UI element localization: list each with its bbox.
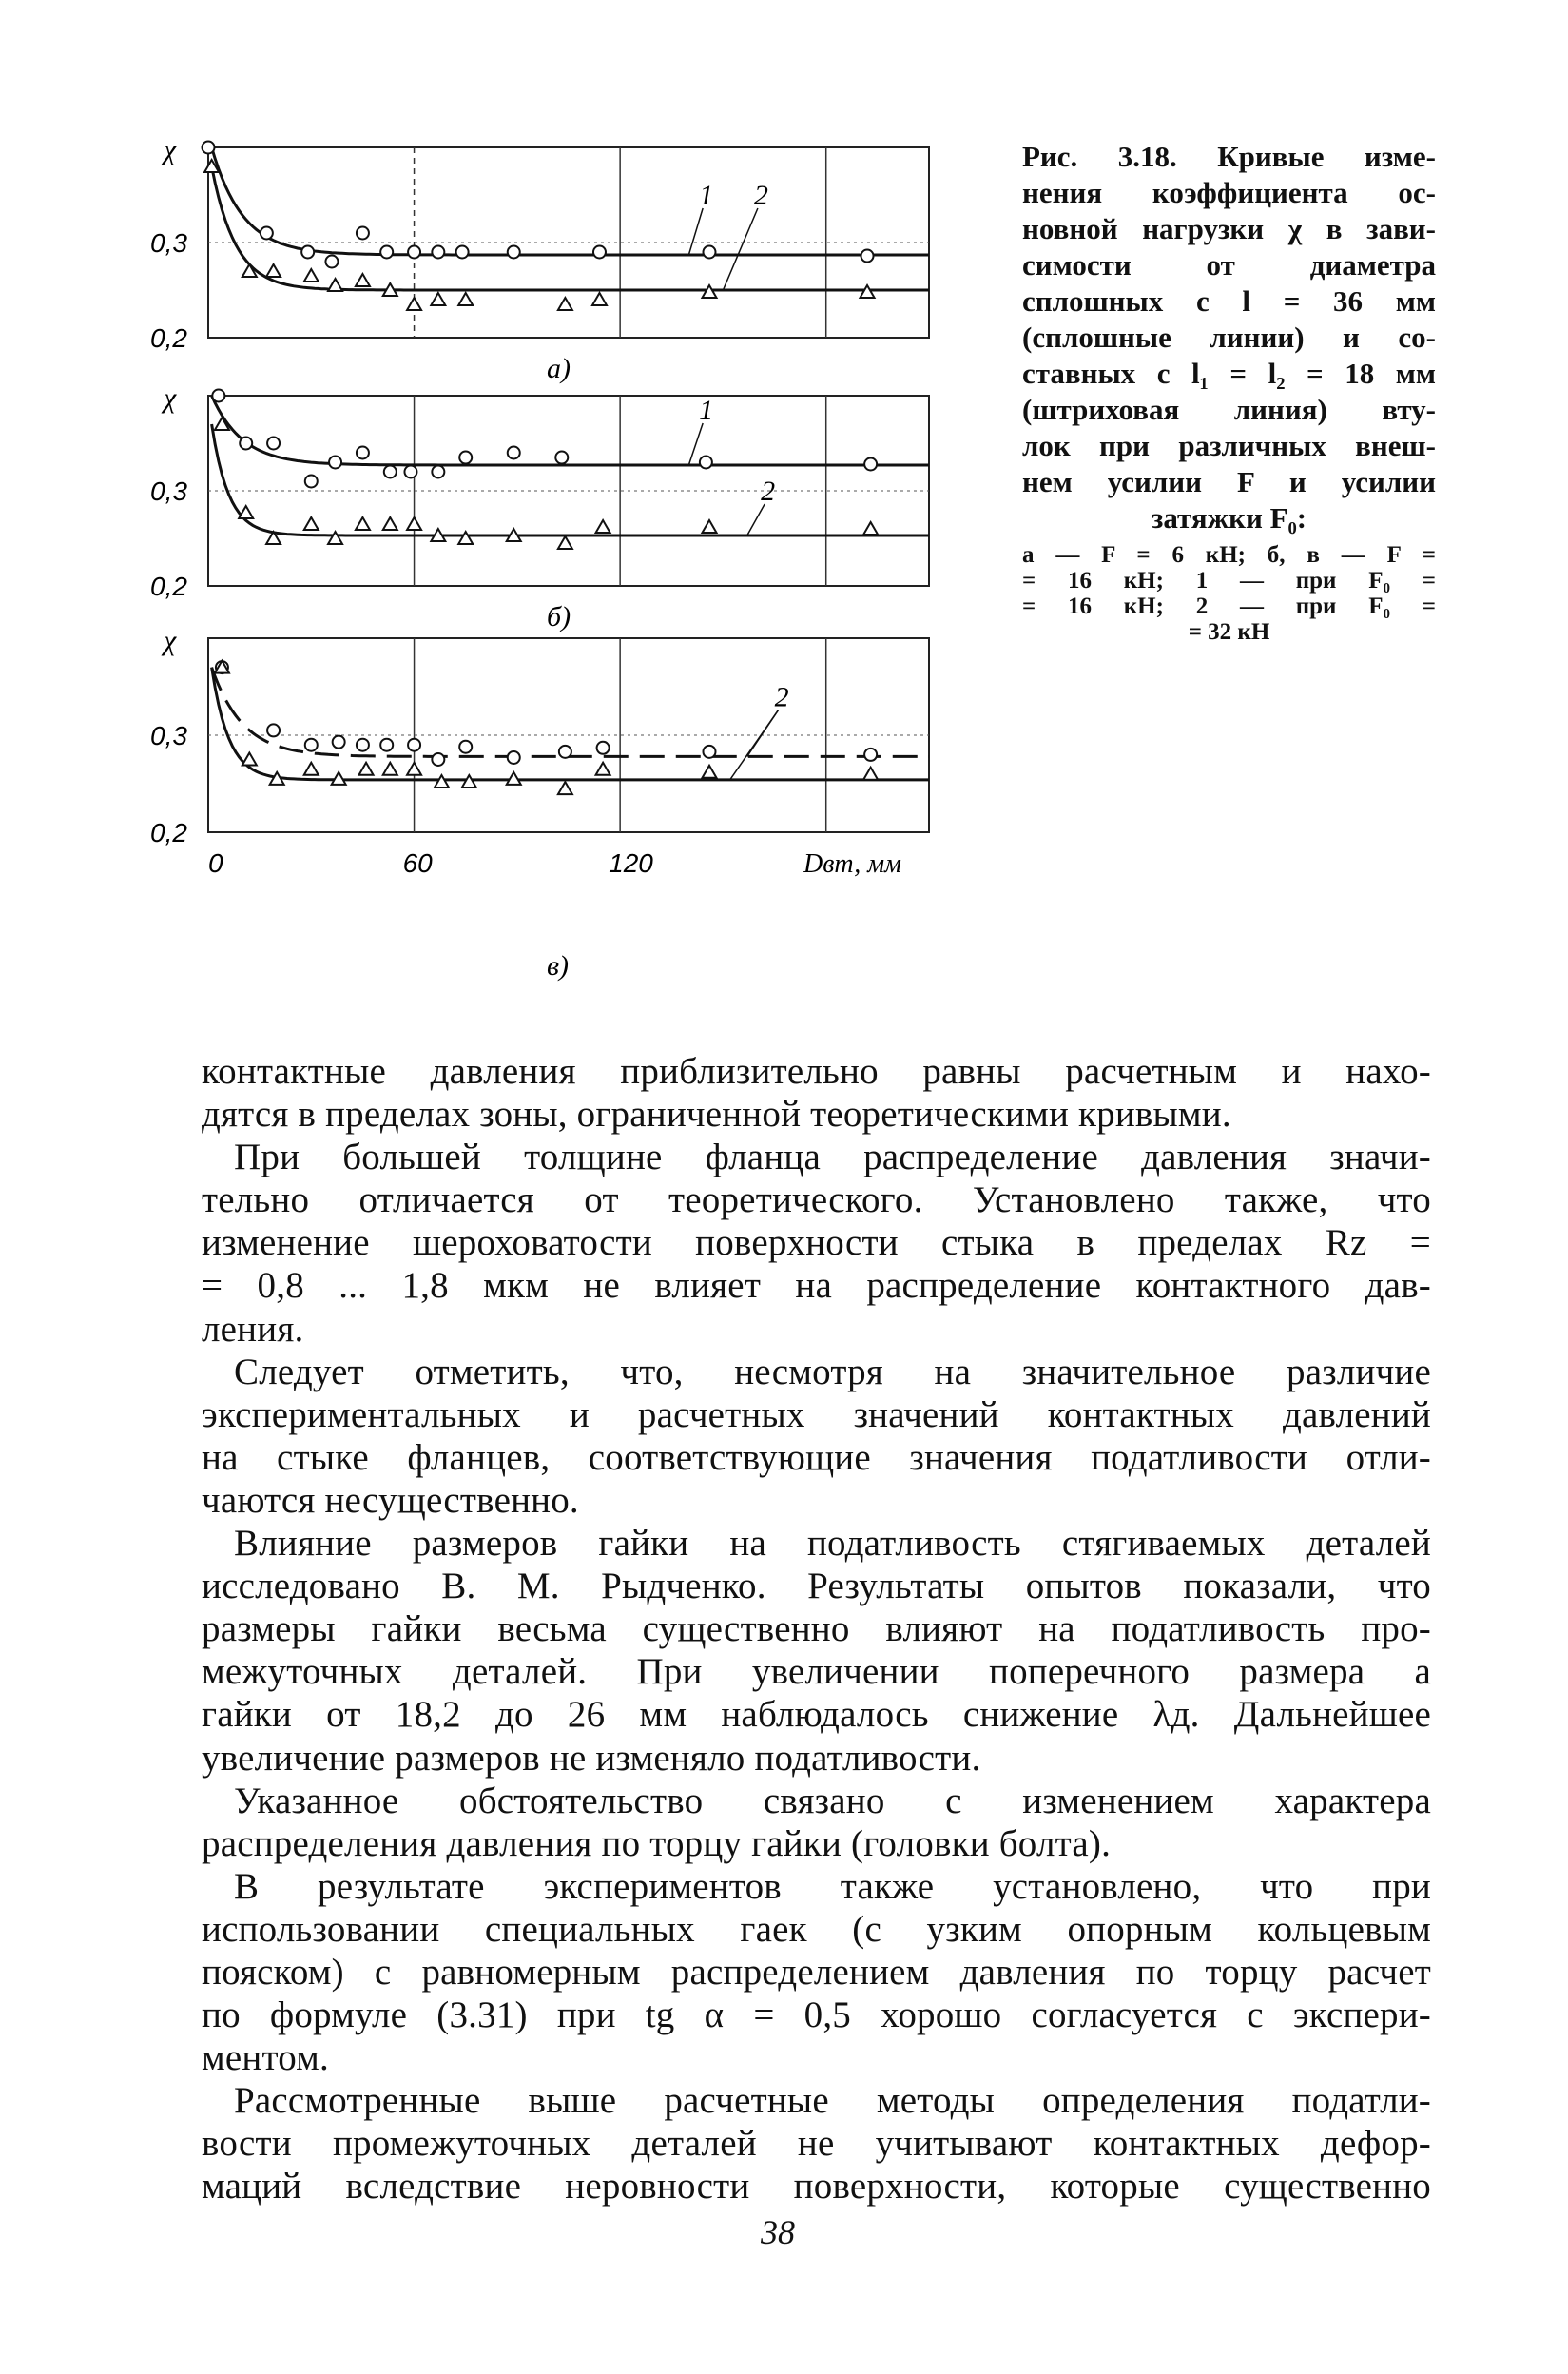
text-line: исследовано В. М. Рыдченко. Результаты опытов показали, что (202, 1566, 1431, 1607)
series-curve-1 (212, 396, 929, 465)
data-point-circle (861, 250, 874, 263)
data-point-circle (408, 246, 420, 259)
data-point-triangle (407, 298, 421, 310)
data-point-circle (459, 452, 472, 464)
text-line: тельно отличается от теоретического. Установлено также, что (202, 1179, 1431, 1221)
data-point-triangle (558, 298, 572, 310)
y-tick-label: 0,2 (150, 818, 187, 847)
text-line: размеры гайки весьма существенно влияют на податливость про- (202, 1608, 1431, 1650)
caption-line: (штриховая линия) вту- (1022, 393, 1436, 426)
text-line: пояском) с равномерным распределением давления по торцу расчет (202, 1951, 1431, 1993)
data-point-circle (329, 457, 341, 469)
caption-line: симости от диаметра (1022, 248, 1436, 282)
x-tick-label: 60 (402, 848, 433, 878)
data-point-circle (261, 227, 273, 240)
text-line: В результате экспериментов также установлено, что при (234, 1865, 1431, 1907)
text-line: вости промежуточных деталей не учитывают контактных дефор- (202, 2123, 1431, 2165)
y-tick-label: 0,3 (150, 721, 187, 750)
paragraph (202, 2079, 1431, 2208)
text-line: чаются несущественно. (202, 1479, 579, 1521)
text-line: Следует отметить, что, несмотря на значительное различие (234, 1351, 1431, 1392)
data-point-triangle (431, 293, 445, 305)
x-tick-label: 120 (609, 848, 653, 878)
text-line: межуточных деталей. При увеличении поперечного размера a (202, 1651, 1431, 1693)
data-point-triangle (359, 763, 374, 775)
y-tick-label: 0,2 (150, 572, 187, 601)
data-point-triangle (458, 532, 473, 544)
text-line: распределения давления по торцу гайки (головки болта). (202, 1822, 1112, 1864)
data-point-triangle (239, 506, 253, 518)
x-tick-label: 0 (208, 848, 223, 878)
text-line: маций вследствие неровности поверхности, которые существенно (202, 2166, 1431, 2208)
panel-label: в) (547, 950, 570, 982)
data-point-circle (203, 142, 215, 154)
data-point-triangle (407, 517, 421, 530)
text-line: дятся в пределах зоны, ограниченной теоретическими кривыми. (202, 1094, 1231, 1136)
curve-label: 1 (699, 395, 714, 426)
curve-label: 1 (699, 180, 714, 211)
y-tick-label: 0,3 (150, 228, 187, 258)
data-point-circle (703, 746, 715, 758)
data-point-triangle (702, 520, 716, 533)
data-point-circle (508, 447, 520, 459)
y-axis-label: χ (164, 382, 177, 414)
data-point-circle (305, 739, 318, 751)
data-point-triangle (863, 768, 878, 780)
data-point-triangle (558, 782, 572, 794)
text-line: = 0,8 ... 1,8 мкм не влияет на распределение контактного дав- (202, 1265, 1431, 1307)
caption-line: Рис. 3.18. Кривые изме- (1022, 140, 1436, 173)
panel-label: б) (547, 601, 571, 632)
data-point-circle (404, 466, 416, 478)
y-axis-label: χ (164, 134, 177, 165)
data-point-circle (432, 753, 444, 766)
data-point-triangle (863, 522, 878, 535)
text-line: увеличение размеров не изменяло податливости. (202, 1737, 981, 1779)
paragraph (202, 1865, 1431, 2079)
caption-line: лок при различных внеш- (1022, 429, 1436, 462)
caption-legend-line: = 32 кН (1188, 619, 1270, 645)
data-point-circle (456, 246, 469, 259)
data-point-circle (508, 246, 520, 259)
curve-label: 2 (774, 681, 789, 713)
caption-line: сплошных с l = 36 мм (1022, 284, 1436, 318)
series-curve-2 (212, 668, 929, 780)
data-point-circle (408, 739, 420, 751)
page-number: 38 (761, 2213, 795, 2251)
curve-label: 2 (761, 476, 776, 507)
data-point-circle (357, 227, 369, 240)
data-point-circle (703, 246, 715, 259)
text-line: Рассмотренные выше расчетные методы определения податли- (234, 2080, 1431, 2122)
curve-label: 2 (753, 180, 768, 211)
data-point-circle (380, 246, 393, 259)
y-axis-label: χ (164, 625, 177, 656)
data-point-circle (267, 438, 280, 450)
data-point-triangle (596, 520, 610, 533)
text-line: ления. (202, 1308, 304, 1350)
leader-line (747, 504, 765, 535)
data-point-triangle (304, 269, 319, 282)
data-point-circle (864, 749, 877, 761)
data-point-circle (357, 739, 369, 751)
data-point-triangle (458, 293, 473, 305)
caption-line: затяжки F₀: (1151, 501, 1307, 535)
data-point-triangle (407, 763, 421, 775)
data-point-circle (240, 438, 252, 450)
data-point-circle (267, 724, 280, 736)
figure-caption (1022, 139, 1436, 645)
data-point-triangle (242, 753, 257, 766)
data-point-triangle (328, 532, 342, 544)
data-point-circle (700, 457, 712, 469)
caption-line: нем усилии F и усилии (1022, 465, 1436, 498)
series-curve-2 (212, 166, 929, 290)
data-point-circle (559, 746, 571, 758)
text-line: ментом. (202, 2037, 329, 2079)
data-point-triangle (596, 763, 610, 775)
data-point-circle (508, 751, 520, 764)
data-point-circle (325, 256, 338, 268)
data-point-circle (212, 390, 224, 402)
text-line: При большей толщине фланца распределение давления значи- (234, 1137, 1431, 1178)
data-point-triangle (304, 517, 319, 530)
chart-panel (150, 625, 929, 982)
data-point-circle (301, 246, 314, 259)
caption-line: нения коэффициента ос- (1022, 176, 1436, 209)
data-point-circle (597, 742, 610, 754)
text-line: на стыке фланцев, соответствующие значения податливости отли- (202, 1436, 1431, 1478)
data-point-circle (555, 452, 568, 464)
caption-legend-line: = 16 кН; 1 — при F₀ = (1022, 568, 1436, 594)
caption-line: новной нагрузки χ в зави- (1022, 212, 1436, 245)
text-line: Влияние размеров гайки на податливость стягиваемых деталей (234, 1523, 1431, 1565)
figure-3-18 (0, 0, 1008, 1027)
y-tick-label: 0,3 (150, 477, 187, 506)
data-point-circle (333, 736, 345, 749)
data-point-triangle (592, 293, 607, 305)
text-line: использовании специальных гаек (с узким опорным кольцевым (202, 1908, 1431, 1950)
paragraph (202, 1351, 1431, 1522)
data-point-circle (593, 246, 606, 259)
data-point-triangle (383, 763, 397, 775)
data-point-triangle (266, 264, 281, 277)
data-point-triangle (558, 536, 572, 549)
leader-line (730, 710, 779, 780)
data-point-triangle (435, 775, 449, 788)
caption-line: ставных с l₁ = l₂ = 18 мм (1022, 357, 1436, 390)
text-line: экспериментальных и расчетных значений контактных давлений (202, 1393, 1431, 1435)
text-line: контактные давления приблизительно равны расчетным и нахо- (202, 1051, 1431, 1092)
caption-legend-line: = 16 кН; 2 — при F₀ = (1022, 594, 1436, 619)
series-curve-1 (212, 147, 929, 255)
data-point-circle (864, 458, 877, 471)
data-point-triangle (328, 279, 342, 291)
text-line: гайки от 18,2 до 26 мм наблюдалось снижение λд. Дальнейшее (202, 1694, 1431, 1736)
data-point-circle (305, 476, 318, 488)
body-text (202, 1050, 1431, 2209)
x-axis-label: Dвт, мм (803, 849, 902, 879)
data-point-triangle (356, 274, 370, 286)
leader-line (688, 208, 703, 255)
data-point-circle (432, 466, 444, 478)
chart-panel (150, 134, 929, 384)
caption-legend-line: а — F = 6 кН; б, в — F = (1022, 542, 1436, 568)
caption-line: (сплошные линии) и со- (1022, 321, 1436, 354)
text-line: Указанное обстоятельство связано с изменением характера (234, 1780, 1431, 1821)
data-point-circle (459, 741, 472, 753)
paragraph (202, 1522, 1431, 1780)
paragraph (202, 1780, 1431, 1865)
paragraph (202, 1136, 1431, 1350)
data-point-triangle (356, 517, 370, 530)
data-point-circle (432, 246, 444, 259)
series-curve-2 (212, 424, 929, 535)
data-point-circle (380, 739, 393, 751)
data-point-triangle (702, 766, 716, 778)
chart-panel (150, 382, 929, 632)
text-line: по формуле (3.31) при tg α = 0,5 хорошо согласуется с экспери- (202, 1995, 1431, 2036)
data-point-circle (384, 466, 397, 478)
paragraph (202, 1050, 1431, 1136)
series-curve-1 (212, 668, 929, 757)
leader-line (723, 208, 757, 290)
data-point-triangle (383, 517, 397, 530)
data-point-triangle (462, 775, 476, 788)
y-tick-label: 0,2 (150, 323, 187, 353)
data-point-triangle (304, 763, 319, 775)
panel-label: а) (547, 353, 571, 384)
text-line: изменение шероховатости поверхности стыка в пределах Rz = (202, 1222, 1431, 1264)
data-point-circle (357, 447, 369, 459)
